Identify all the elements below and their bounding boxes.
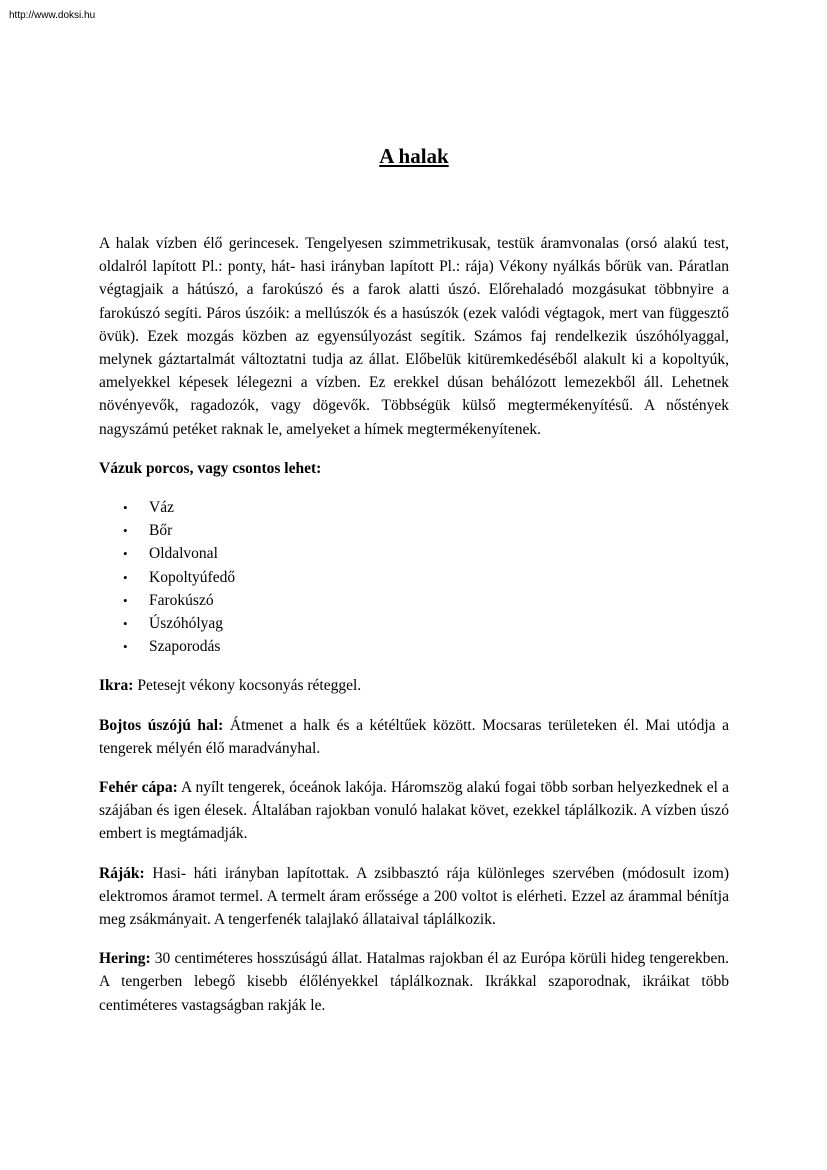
- bullet-icon: •: [123, 616, 128, 632]
- list-item: [99, 496, 729, 519]
- list-item-label: Váz: [149, 499, 174, 517]
- list-item-label: Kopoltyúfedő: [149, 568, 236, 586]
- entry-text: Hasi- háti irányban lapítottak. A zsibbasztó rája különleges szervében (módosult izom) elektromos áramot termel. A termelt áram erőssége a 200 voltot is elérheti. Ezzel az árammal bénítja meg zsákmányait. A tengerfenék talajlakó állataival táplálkozik.: [99, 864, 729, 929]
- list-item-label: Bőr: [149, 522, 173, 540]
- list-item: [99, 589, 729, 612]
- list-item: [99, 542, 729, 565]
- list-item: [99, 566, 729, 589]
- intro-paragraph: A halak vízben élő gerincesek. Tengelyesen szimmetrikusak, testük áramvonalas (orsó alakú test, oldalról lapított Pl.: ponty, hát- hasi irányban lapított Pl.: rája) Vékony nyálkás bőrük van. Páratlan végtagjaik a hátúszó, a farokúszó és a farok alatti úszó. Előrehaladó mozgásukat többnyire a farokúszó segíti. Páros úszóik: a mellúszók és a hasúszók (ezek valódi végtagok, mert van függesztő övük). Ezek mozgás közben az egyensúlyozást segítik. Számos faj rendelkezik úszóhólyaggal, melynek gáztartalmát változtatni tudja az állat. Előbelük kitüremkedéséből alakult ki a kopoltyúk, amelyekkel képesek lélegezni a vízben. Ez erekkel dúsan behálózott lemezekből áll. Lehetnek növényevők, ragadozók, vagy dögevők. Többségük külső megtermékenyítésű. A nőstények nagyszámú petéket raknak le, amelyeket a hímek megtermékenyítenek.: [99, 235, 729, 438]
- entry-text: Petesejt vékony kocsonyás réteggel.: [133, 677, 362, 695]
- entry-text: A nyílt tengerek, óceánok lakója. Háromszög alakú fogai több sorban helyezkednek el a szájában és igen élesek. Általában rajokban vonuló halakat követ, ezekkel táplálkozik. A vízben úszó embert is megtámadják.: [99, 779, 729, 843]
- document-title: A halak: [379, 144, 449, 168]
- bullet-icon: •: [123, 592, 128, 608]
- bullet-icon: •: [123, 523, 128, 539]
- bullet-icon: •: [123, 569, 128, 585]
- entry-text: Átmenet a halk és a kétéltűek között. Mocsaras területeken él. Mai utódja a tengerek mélyén élő maradványhal.: [99, 716, 729, 757]
- document-body: [99, 232, 729, 1033]
- entry-bojtos-uszoju-hal: [99, 714, 729, 760]
- list-item-label: Farokúszó: [149, 591, 214, 609]
- entry-term: Ikra:: [99, 677, 134, 695]
- entry-term: Hering:: [99, 950, 151, 968]
- list-item-label: Oldalvonal: [149, 545, 218, 563]
- entry-feher-capa: [99, 776, 729, 846]
- list-item: [99, 519, 729, 542]
- source-url: http://www.doksi.hu: [9, 10, 96, 21]
- entry-ikra: [99, 674, 729, 697]
- list-item-label: Úszóhólyag: [149, 615, 224, 633]
- skeleton-heading: Vázuk porcos, vagy csontos lehet:: [99, 459, 322, 477]
- list-item: [99, 612, 729, 635]
- entry-text: 30 centiméteres hosszúságú állat. Hatalmas rajokban él az Európa körüli hideg tengerekben. A tengerben lebegő kisebb élőlényekkel táplálkoznak. Ikrákkal szaporodnak, ikráikat több centiméteres vastagságban rakják le.: [99, 950, 729, 1014]
- feature-list: [99, 496, 729, 658]
- list-item-label: Szaporodás: [149, 638, 221, 656]
- entry-term: Ráják:: [99, 864, 145, 882]
- list-item: [99, 635, 729, 658]
- entry-rajak: [99, 862, 729, 932]
- bullet-icon: •: [123, 546, 128, 562]
- bullet-icon: •: [123, 500, 128, 516]
- bullet-icon: •: [123, 639, 128, 655]
- entry-hering: [99, 947, 729, 1017]
- entry-term: Bojtos úszójú hal:: [99, 716, 224, 734]
- entry-term: Fehér cápa:: [99, 779, 178, 797]
